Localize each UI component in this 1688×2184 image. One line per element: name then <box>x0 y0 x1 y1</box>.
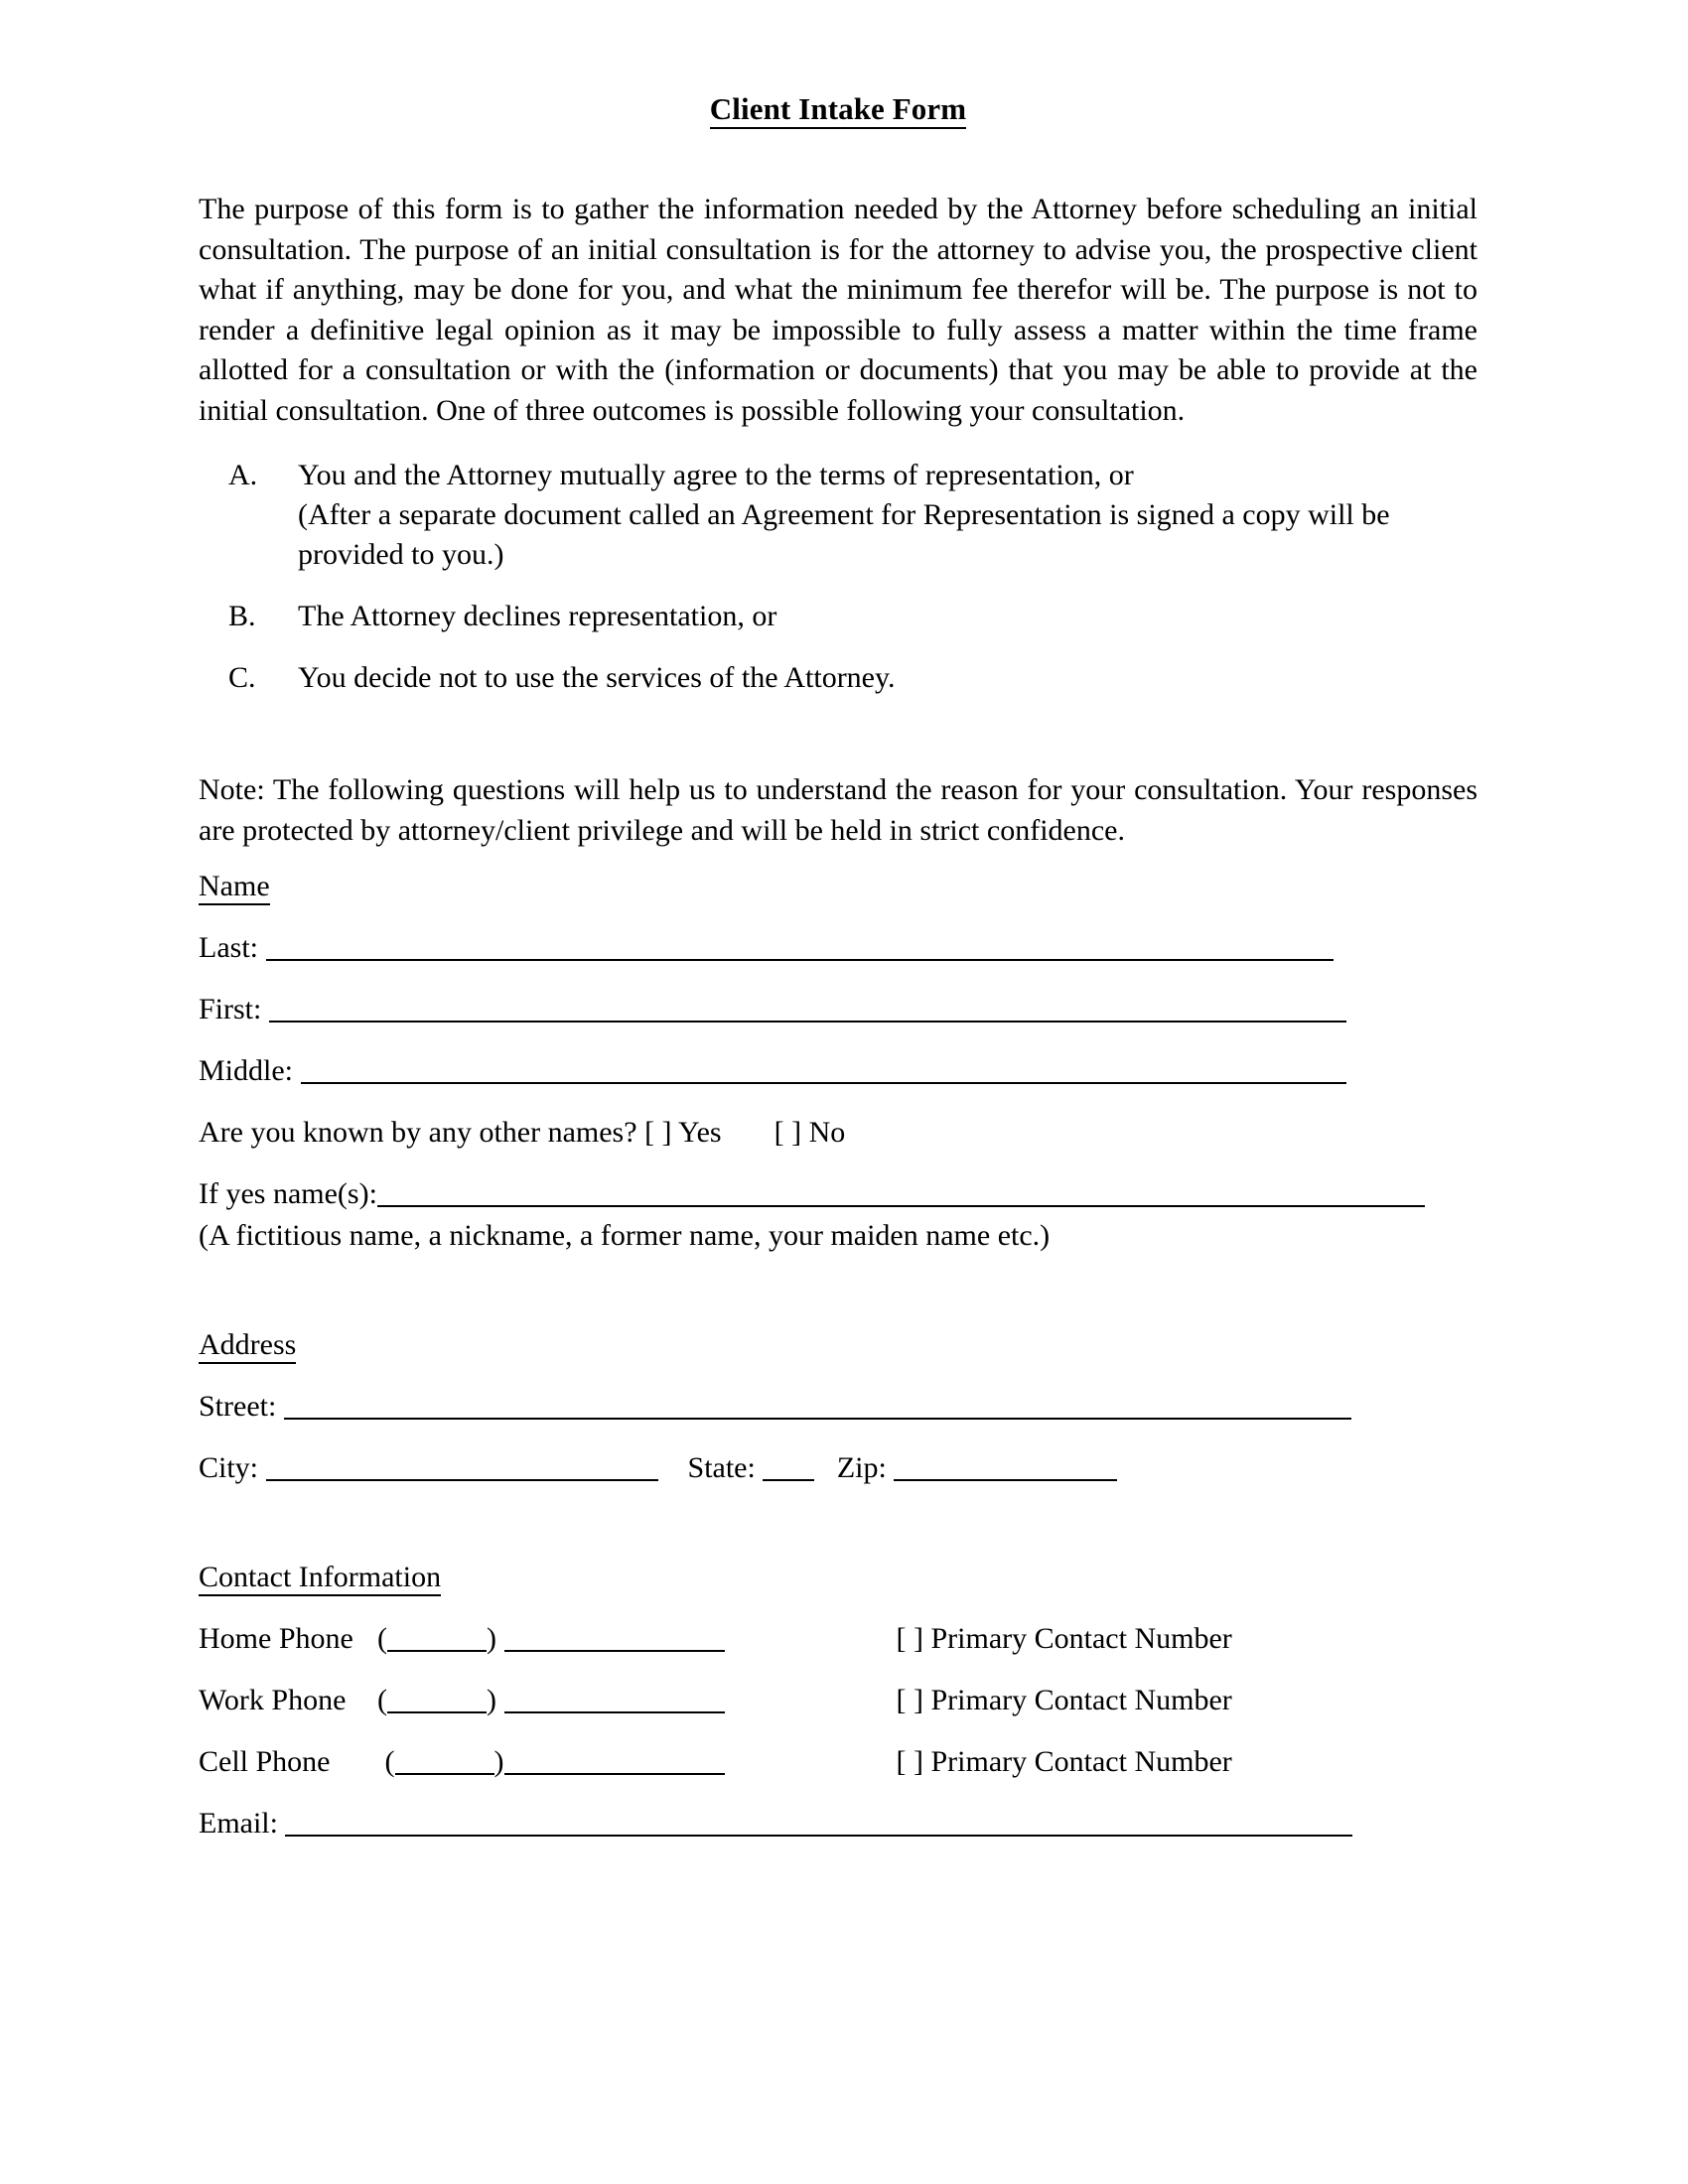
outcome-marker-a: A. <box>228 459 258 491</box>
zip-input[interactable] <box>894 1453 1117 1481</box>
section-heading-contact-information <box>199 1488 1477 1597</box>
outcome-marker-c: C. <box>228 661 256 694</box>
last-name-label: Last: <box>199 931 258 964</box>
home-phone-label: Home Phone <box>199 1622 353 1655</box>
other-names-question-label: Are you known by any other names? <box>199 1116 637 1149</box>
middle-name-input[interactable] <box>301 1056 1346 1084</box>
cell-phone-label: Cell Phone <box>199 1745 331 1778</box>
cell-phone-number-input[interactable] <box>504 1747 725 1775</box>
section-heading-name <box>199 851 1477 906</box>
home-phone-area-code-input[interactable] <box>387 1624 487 1652</box>
home-phone-group: Home Phone ( ) <box>199 1619 889 1659</box>
outcomes-list <box>199 456 1477 698</box>
field-row-city-state-zip <box>199 1427 1477 1488</box>
city-input[interactable] <box>266 1453 658 1481</box>
section-heading-address-text: Address <box>199 1328 296 1364</box>
work-phone-label: Work Phone <box>199 1684 347 1716</box>
cell-phone-primary-label: Primary Contact Number <box>930 1745 1232 1778</box>
if-yes-names-label: If yes name(s): <box>199 1177 377 1210</box>
cell-phone-primary-checkbox[interactable]: [ ] <box>896 1745 923 1778</box>
page-title-text: Client Intake Form <box>710 91 966 129</box>
home-phone-primary-group <box>897 1619 1232 1659</box>
field-row-first-name <box>199 968 1477 1029</box>
work-phone-primary-label: Primary Contact Number <box>930 1684 1232 1716</box>
field-row-other-names <box>199 1091 1477 1153</box>
outcome-text-a-line1: You and the Attorney mutually agree to the terms of representation, or <box>298 459 1134 491</box>
work-phone-group: Work Phone ( ) <box>199 1681 889 1720</box>
work-phone-primary-group <box>897 1681 1232 1720</box>
intro-paragraph: The purpose of this form is to gather the information needed by the Attorney before scheduling an initial consultation. The purpose of an initial consultation is for the attorney to advise you, the prospective client what if anything, may be done for you, and what the minimum fee therefor will be. The purpose is not to render a definitive legal opinion as it may be impossible to fully assess a matter within the time frame allotted for a consultation or with the (information or documents) that you may be able to provide at the initial consultation. One of three outcomes is possible following your consultation. <box>199 193 1477 427</box>
page-title <box>199 0 1477 127</box>
street-label: Street: <box>199 1390 277 1423</box>
if-yes-names-hint: (A fictitious name, a nickname, a former name, your maiden name etc.) <box>199 1219 1051 1252</box>
section-heading-contact-information-text: Contact Information <box>199 1561 441 1596</box>
outcome-text-b-line1: The Attorney declines representation, or <box>298 600 777 632</box>
section-heading-address <box>199 1256 1477 1365</box>
outcome-text-a-line2: (After a separate document called an Agreement for Representation is signed a copy will be provided to you.) <box>298 498 1390 571</box>
cell-phone-area-code-input[interactable] <box>395 1747 494 1775</box>
first-name-label: First: <box>199 993 262 1025</box>
section-heading-name-text: Name <box>199 870 270 905</box>
field-row-last-name <box>199 906 1477 968</box>
home-phone-number-input[interactable] <box>504 1624 725 1652</box>
home-phone-primary-label: Primary Contact Number <box>930 1622 1232 1655</box>
cell-phone-primary-group <box>897 1742 1232 1782</box>
other-names-yes-label: Yes <box>677 1116 722 1149</box>
work-phone-area-code-input[interactable] <box>387 1686 487 1713</box>
state-input[interactable] <box>763 1453 814 1481</box>
if-yes-names-input[interactable] <box>377 1179 1425 1207</box>
other-names-no-label: No <box>808 1116 846 1149</box>
work-phone-primary-checkbox[interactable]: [ ] <box>896 1684 923 1716</box>
outcome-item-a <box>199 456 1477 575</box>
field-row-cell-phone <box>199 1720 1477 1782</box>
outcome-text-c-line1: You decide not to use the services of the Attorney. <box>298 661 896 694</box>
field-row-home-phone <box>199 1597 1477 1659</box>
zip-label: Zip: <box>836 1451 887 1484</box>
field-row-if-yes-names <box>199 1153 1477 1214</box>
street-input[interactable] <box>284 1392 1351 1420</box>
cell-phone-group: Cell Phone ( ) <box>199 1742 889 1782</box>
work-phone-number-input[interactable] <box>504 1686 725 1713</box>
home-phone-primary-checkbox[interactable]: [ ] <box>896 1622 923 1655</box>
outcome-marker-b: B. <box>228 600 256 632</box>
state-label: State: <box>687 1451 756 1484</box>
middle-name-label: Middle: <box>199 1054 293 1087</box>
field-row-email <box>199 1782 1477 1843</box>
city-label: City: <box>199 1451 259 1484</box>
first-name-input[interactable] <box>269 995 1346 1023</box>
email-input[interactable] <box>285 1809 1352 1837</box>
last-name-input[interactable] <box>266 933 1334 961</box>
other-names-yes-checkbox[interactable]: [ ] <box>644 1116 672 1149</box>
document-content <box>199 0 1477 1843</box>
other-names-no-checkbox[interactable]: [ ] <box>774 1116 802 1149</box>
field-row-street <box>199 1365 1477 1427</box>
outcome-item-c <box>199 658 1477 698</box>
field-row-middle-name <box>199 1029 1477 1091</box>
note-paragraph: Note: The following questions will help us to understand the reason for your consultation. Your responses are protected by attorney/client privilege and will be held in strict confidence. <box>199 773 1477 847</box>
email-label: Email: <box>199 1807 278 1840</box>
outcome-item-b <box>199 597 1477 636</box>
field-row-work-phone <box>199 1659 1477 1720</box>
